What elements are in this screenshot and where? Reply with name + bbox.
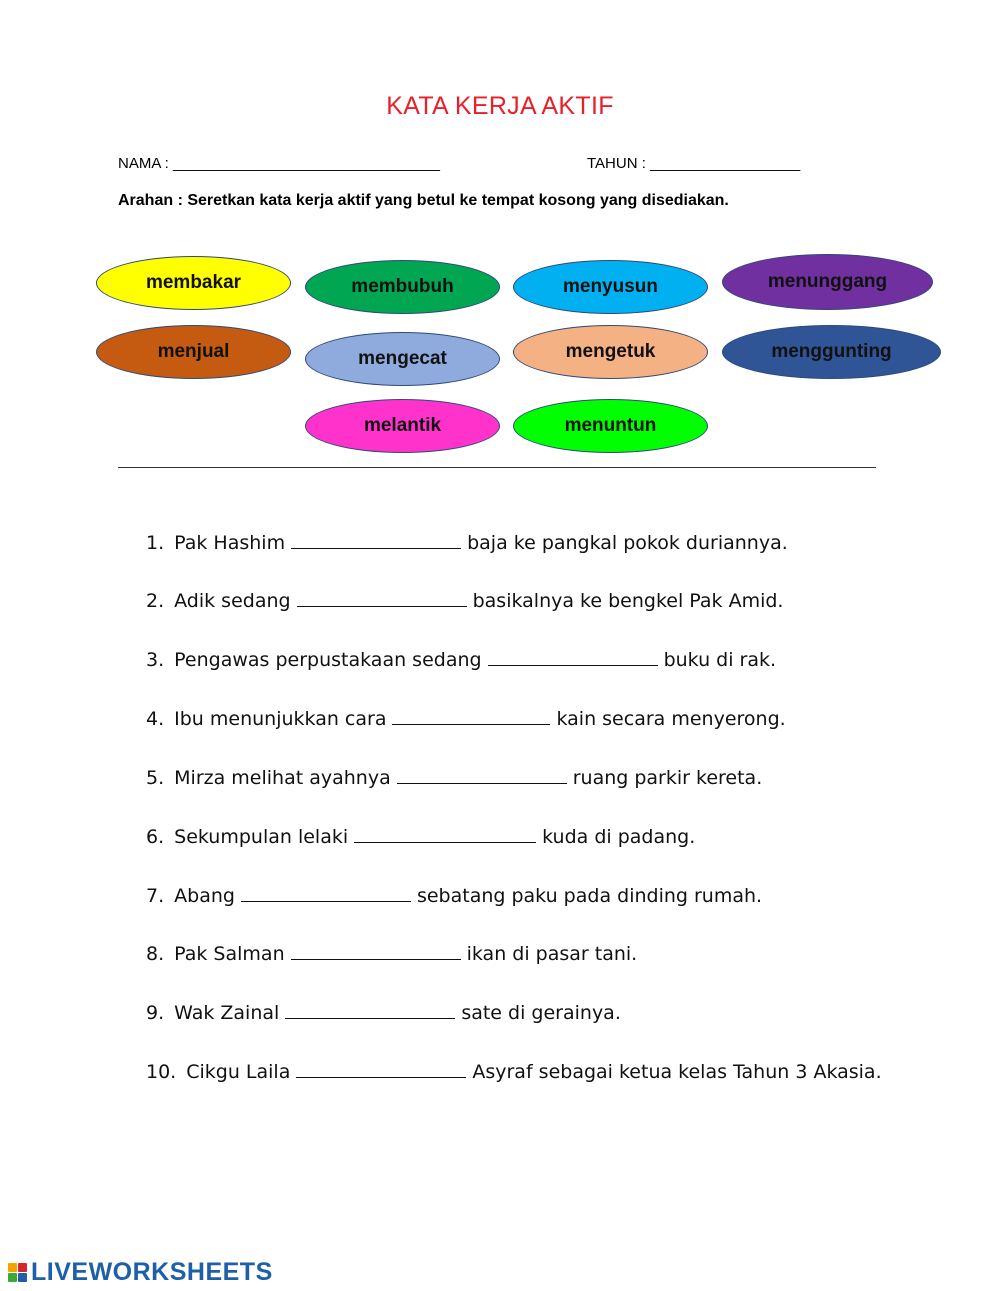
answer-blank[interactable] (397, 767, 567, 784)
question-row: 3. Pengawas perpustakaan sedang buku di rak. (146, 649, 777, 671)
nama-field (118, 155, 440, 172)
liveworksheets-icon (8, 1263, 27, 1282)
question-row: 4. Ibu menunjukkan cara kain secara menyerong. (146, 708, 786, 730)
tahun-label: TAHUN : (587, 155, 651, 172)
answer-blank[interactable] (291, 943, 461, 960)
question-row: 7. Abang sebatang paku pada dinding rumah. (146, 885, 763, 907)
answer-blank[interactable] (291, 532, 461, 549)
answer-blank[interactable] (241, 885, 411, 902)
instruction-text: Arahan : Seretkan kata kerja aktif yang betul ke tempat kosong yang disediakan. (118, 192, 729, 209)
question-row: 6. Sekumpulan lelaki kuda di padang. (146, 826, 696, 848)
word-chip[interactable]: membakar (96, 256, 291, 310)
answer-blank[interactable] (296, 1061, 466, 1078)
word-chip[interactable]: melantik (305, 399, 500, 453)
word-chip[interactable]: menyusun (513, 260, 708, 314)
word-chip[interactable]: mengetuk (513, 325, 708, 379)
tahun-field (587, 155, 800, 172)
section-divider (118, 467, 876, 468)
question-row: 2. Adik sedang basikalnya ke bengkel Pak Amid. (146, 590, 784, 612)
answer-blank[interactable] (354, 826, 536, 843)
word-chip[interactable]: menjual (96, 325, 291, 379)
word-chip[interactable]: membubuh (305, 260, 500, 314)
answer-blank[interactable] (285, 1002, 455, 1019)
tahun-line: __________________ (650, 155, 801, 172)
answer-blank[interactable] (488, 649, 658, 666)
question-row: 10. Cikgu Laila Asyraf sebagai ketua kelas Tahun 3 Akasia. (146, 1061, 882, 1083)
word-chip[interactable]: menuntun (513, 399, 708, 453)
question-row: 5. Mirza melihat ayahnya ruang parkir kereta. (146, 767, 763, 789)
worksheet-title: KATA KERJA AKTIF (386, 92, 614, 120)
question-row: 1. Pak Hashim baja ke pangkal pokok duriannya. (146, 532, 788, 554)
brand-text: LIVEWORKSHEETS (31, 1258, 273, 1286)
answer-blank[interactable] (392, 708, 550, 725)
answer-blank[interactable] (297, 590, 467, 607)
question-row: 8. Pak Salman ikan di pasar tani. (146, 943, 638, 965)
word-chip[interactable]: menunggang (722, 254, 933, 310)
nama-label: NAMA : (118, 155, 174, 172)
question-row: 9. Wak Zainal sate di gerainya. (146, 1002, 621, 1024)
word-chip[interactable]: mengecat (305, 332, 500, 386)
word-chip[interactable]: menggunting (722, 325, 941, 379)
nama-line: ________________________________ (173, 155, 440, 172)
liveworksheets-logo[interactable] (8, 1258, 273, 1287)
